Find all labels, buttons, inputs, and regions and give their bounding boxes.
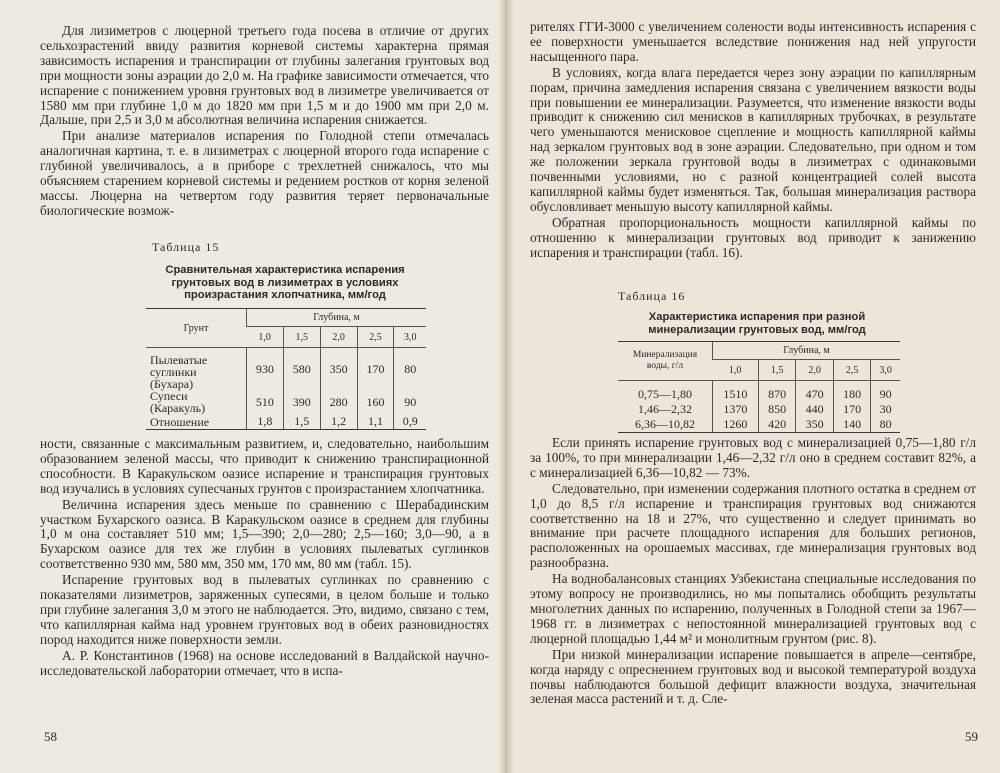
paragraph: Величина испарения здесь меньше по сравнению с Шерабадинским участком Бухарского оазиса. В Каракульском оазисе в среднем для глубины 1,0 м она составляет 510 мм; 1,5—390; 2,0—280; 2,5—160; 3,0—90, а в Бухарском оазисе для тех же глубин в условиях пылеватых суглинков соответственно 930 мм, 580 мм, 350 мм, 170 мм, 80 мм (табл. 15). <box>40 496 489 572</box>
cell: 80 <box>871 417 900 433</box>
table-row <box>618 381 900 403</box>
depth-header: 1,0 <box>247 327 284 348</box>
depth-header: 2,5 <box>357 327 394 348</box>
cell: 180 <box>833 381 871 403</box>
paragraph: На воднобалансовых станциях Узбекистана специальные исследования по этому вопросу не производились, но мы попытались обобщить результаты многолетних данных по испарению, полученных в Голодной степи за 1967—1968 гг. в лизиметрах с непостоянной минерализацией грунтовых вод с люцерной площадью 1,44 м² и монолитным грунтом (рис. 8). <box>530 571 976 646</box>
column-header-mineralization: Минерализация воды, г/л <box>618 342 713 381</box>
cell: 30 <box>871 402 900 417</box>
table-row <box>618 417 900 433</box>
cell: 90 <box>394 390 426 414</box>
cell: 580 <box>283 348 320 391</box>
row-label: 1,46—2,32 <box>638 402 692 416</box>
depth-header: 2,0 <box>796 360 834 381</box>
paragraph: А. Р. Константинов (1968) на основе исследований в Валдайской научно-исследовательской лаборатории отмечает, что в испа- <box>40 647 489 678</box>
depth-header: 2,5 <box>833 360 871 381</box>
depth-header: 1,0 <box>713 360 759 381</box>
cell: 280 <box>320 390 357 414</box>
book-gutter <box>498 0 514 773</box>
right-text-top <box>530 20 976 261</box>
right-text-bottom <box>530 436 976 707</box>
cell: 390 <box>283 390 320 414</box>
cell: 350 <box>796 417 834 433</box>
row-label: Супеси (Каракуль) <box>150 389 206 415</box>
cell: 1,5 <box>283 414 320 430</box>
page-number: 59 <box>965 729 978 744</box>
right-page <box>506 0 1000 773</box>
cell: 160 <box>357 390 394 414</box>
cell: 870 <box>758 381 796 403</box>
cell: 170 <box>357 348 394 391</box>
table-15-label: Таблица 15 <box>152 240 220 254</box>
table-row <box>146 348 426 391</box>
paragraph: При низкой минерализации испарение повышается в апреле—сентябре, когда наряду с опреснением грунтовых вод и высокой температурой воздуха почвы наблюдаются большой дефицит влажности воздуха, значительная зеленая масса растений и т. д. Сле- <box>530 646 976 707</box>
left-text-top <box>40 24 489 219</box>
table-15-title: Сравнительная характеристика испарения грунтовых вод в лизиметрах в условиях произрастания хлопчатника, мм/год <box>165 264 405 302</box>
paragraph: При анализе материалов испарения по Голодной степи отмечалась аналогичная картина, т. е. в лизиметрах с люцерной второго года испарение с глубиной увеличивалось, а в приборе с трехлетней снижалось, что мы объясняем старением корневой системы и редением ростков от корня зеленой массы. Люцерна на четвертом году развития теряет первоначальные биологические возмож- <box>40 128 489 218</box>
left-text-bottom <box>40 437 489 679</box>
row-label: Отношение <box>146 414 247 430</box>
cell: 930 <box>247 348 284 391</box>
cell: 90 <box>871 381 900 403</box>
row-label: Пылеватые суглинки (Бухара) <box>150 353 208 391</box>
cell: 350 <box>320 348 357 391</box>
depth-header: 3,0 <box>871 360 900 381</box>
column-group-depth: Глубина, м <box>713 342 901 360</box>
column-group-depth: Глубина, м <box>247 309 427 327</box>
cell: 170 <box>833 402 871 417</box>
cell: 140 <box>833 417 871 433</box>
cell: 1,2 <box>320 414 357 430</box>
column-header-soil: Грунт <box>146 309 247 348</box>
cell: 420 <box>758 417 796 433</box>
paragraph: Обратная пропорциональность мощности капиллярной каймы по отношению к минерализации грунтовых вод приводит к занижению испарения и транспирации (табл. 16). <box>530 214 976 260</box>
table-row <box>146 414 426 430</box>
paragraph: Для лизиметров с люцерной третьего года посева в отличие от других сельхозрастений ввиду развития корневой системы характерна прямая зависимость испарения и транспирации от глубины залегания грунтовых вод при мощности зоны аэрации до 2,0 м. На графике зависимости отмечается, что испарение с понижением уровня грунтовых вод в лизиметре увеличивается от 1580 мм при глубине 1,0 м до 1820 мм при 1,5 м и до 1900 мм при 2,0 м. Дальше, при 2,5 и 3,0 м абсолютная величина испарения снижается. <box>40 23 489 128</box>
table-16-label: Таблица 16 <box>618 289 686 303</box>
paragraph: Следовательно, при изменении содержания плотного остатка в среднем от 1,0 до 8,5 г/л испарение и транспирация грунтовых вод снижаются соответственно на 18 и 27%, что существенно и следует принимать во внимание при расчете площадного испарения для больших регионов, расположенных на орошаемых массивах, где минерализация грунтовых вод разнообразна. <box>530 480 976 571</box>
page-number: 58 <box>44 729 57 744</box>
cell: 440 <box>796 402 834 417</box>
cell: 1260 <box>713 417 759 433</box>
cell: 470 <box>796 381 834 403</box>
cell: 510 <box>247 390 284 414</box>
cell: 1510 <box>713 381 759 403</box>
row-label: 6,36—10,82 <box>618 417 713 433</box>
cell: 1370 <box>713 402 759 417</box>
depth-header: 1,5 <box>758 360 796 381</box>
table-row <box>146 390 426 414</box>
depth-header: 2,0 <box>320 327 357 348</box>
table-row <box>618 402 900 417</box>
table-16-title: Характеристика испарения при разной минерализации грунтовых вод, мм/год <box>648 311 866 336</box>
depth-header: 1,5 <box>283 327 320 348</box>
paragraph: Если принять испарение грунтовых вод с минерализацией 0,75—1,80 г/л за 100%, то при минерализации 1,46—2,32 г/л оно в среднем составит 82%, а с минерализацией 6,36—10,82 — 73%. <box>530 435 976 480</box>
paragraph: Испарение грунтовых вод в пылеватых суглинках по сравнению с показателями лизиметров, заряженных супесями, в целом больше и только при глубине залегания 3,0 м этого не наблюдается. Это, видимо, связано с тем, что капиллярная кайма над уровнем грунтовых вод в обеих разновидностях пород находится ниже поверхности земли. <box>40 572 489 647</box>
cell: 1,8 <box>247 414 284 430</box>
row-label: 0,75—1,80 <box>638 387 692 401</box>
paragraph: рителях ГГИ-3000 с увеличением солености воды интенсивность испарения с ее поверхности уменьшается вследствие понижения над ней упругости насыщенного пара. <box>530 19 976 64</box>
table-15 <box>146 308 426 430</box>
paragraph: В условиях, когда влага передается через зону аэрации по капиллярным порам, причина замедления испарения связана с увеличением вязкости воды при повышении ее минерализации. Разумеется, что изменение вязкости воды приводит к снижению сил менисков в капиллярных трубочках, в результате чего уменьшаются менисковое сцепление и мощность капиллярной каймы над зеркалом грунтовых вод в зоне аэрации. Следовательно, при одном и том же положении зеркала грунтовой воды в лизиметрах с одинаковыми почвенными условиями, но с разной концентрацией солей высота капиллярной каймы будет изменяться. Так, большая минерализация раствора обусловливает меньшую высоту капиллярной каймы. <box>530 64 976 214</box>
cell: 1,1 <box>357 414 394 430</box>
cell: 80 <box>394 348 426 391</box>
paragraph: ности, связанные с максимальным развитием, и, следовательно, наибольшим образованием зеленой массы, что приводит к снижению транспирационной способности. В Каракульском оазисе испарение и транспирация грунтовых вод изучались в условиях супесчаных грунтов с произрастанием хлопчатника. <box>40 436 489 496</box>
depth-header: 3,0 <box>394 327 426 348</box>
cell: 0,9 <box>394 414 426 430</box>
table-16 <box>618 341 900 433</box>
cell: 850 <box>758 402 796 417</box>
